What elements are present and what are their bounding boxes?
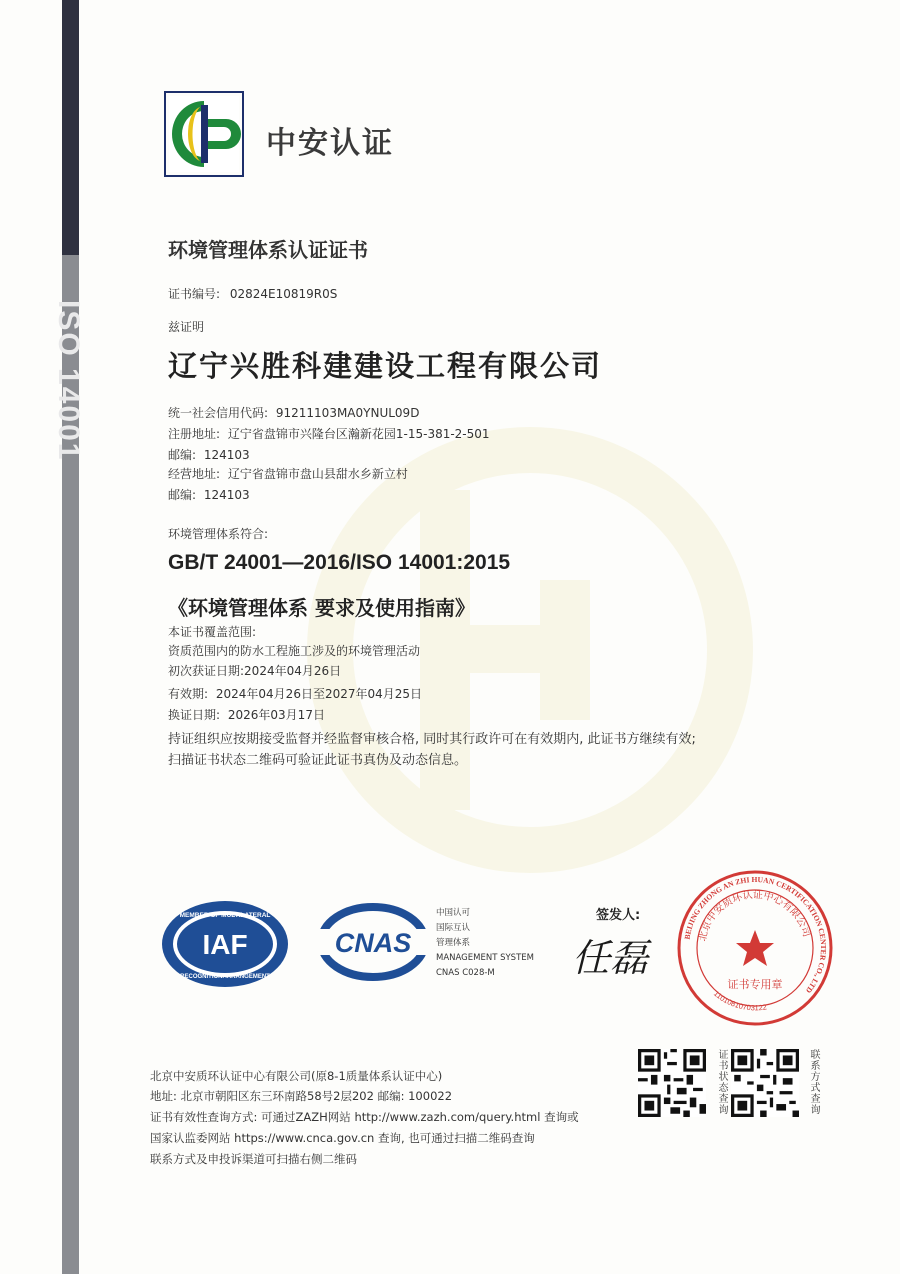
cnas-badge-icon [318,902,428,982]
scope-label: 本证书覆盖范围: [168,625,257,639]
first-issue-label: 初次获证日期: [168,664,245,678]
postcode1: 124103 [203,448,250,462]
cnas-line1: 中国认可 [436,908,471,918]
seal-inner-text: 北京中安质环认证中心有限公司 [697,889,812,943]
footer-query-1: 证书有效性查询方式: 可通过ZAZH网站 http://www.zazh.com/query.html 查询或 [150,1110,579,1124]
scope-text: 资质范围内的防水工程施工涉及的环境管理活动 [168,644,421,658]
validity-row [168,685,422,702]
cert-number: 02824E10819R0S [229,287,338,301]
cnas-text: CNAS [334,928,412,958]
standard-name: 《环境管理体系 要求及使用指南》 [168,596,475,620]
seal-star-icon [736,930,774,966]
cert-status-qr-icon[interactable] [638,1049,706,1117]
postcode1-label: 邮编: [168,448,197,462]
footer-query-2: 国家认监委网站 https://www.cnca.gov.cn 查询, 也可通过扫描二维码查询 [150,1131,535,1145]
cert-number-label: 证书编号: [168,287,221,301]
iaf-top-text: MEMBER OF MULTILATERAL [179,912,271,919]
footer-address: 地址: 北京市朝阳区东三环南路58号2层202 邮编: 100022 [150,1089,453,1103]
validity-dates: 2024年04月26日至2027年04月25日 [215,687,423,701]
seal-outer-text: BEIJING ZHONG AN ZHI HUAN CERTIFICATION CENTER CO., LTD [682,874,829,995]
cnas-line2: 国际互认 [436,923,471,933]
seal-purpose: 证书专用章 [727,978,783,991]
scan-note: 扫描证书状态二维码可验证此证书真伪及动态信息。 [168,753,468,768]
iaf-mid-text: IAF [202,929,248,960]
postcode2-label: 邮编: [168,488,197,502]
contact-qr-icon[interactable] [731,1049,799,1117]
op-address-label: 经营地址: [168,467,221,481]
first-issue-row [168,662,341,679]
first-issue-date: 2024年04月26日 [244,664,342,678]
cert-status-qr-label: 证书状态查询 [716,1049,727,1115]
reg-address: 辽宁省盘锦市兴隆台区瀚新花园1-15-381-2-501 [227,427,490,441]
signature: 任磊 [572,936,649,980]
reg-address-row [168,425,490,442]
op-address-row [168,465,408,482]
credit-code-row [168,404,419,421]
cert-number-row [168,285,337,302]
standard-code: GB/T 24001—2016/ISO 14001:2015 [168,551,511,574]
signer-label: 签发人: [596,908,641,923]
cnas-line3: 管理体系 [436,938,471,948]
band-iso-label: ISO 14001 [52,300,85,462]
credit-code-label: 统一社会信用代码: [168,406,269,420]
postcode2: 124103 [203,488,250,502]
iaf-bottom-text: RECOGNITIONARRANGEMENT [180,974,270,980]
validity-label: 有效期: [168,687,209,701]
cnas-line4: MANAGEMENT SYSTEM [436,953,534,963]
certificate-title: 环境管理体系认证证书 [168,238,368,262]
renewal-row [168,706,325,723]
contact-qr-label: 联系方式查询 [808,1049,819,1115]
cnas-caption [436,906,534,981]
official-seal-icon [675,868,835,1028]
validity-note: 持证组织应按期接受监督并经监督审核合格, 同时其行政许可在有效期内, 此证书方继续有效; [168,732,696,747]
credit-code: 91211103MA0YNUL09D [275,406,420,420]
iaf-badge-icon [160,899,290,989]
cnas-line5: CNAS C028-M [436,968,495,978]
brand-name: 中安认证 [266,126,394,161]
op-address: 辽宁省盘锦市盘山县甜水乡新立村 [227,467,408,481]
footer-company: 北京中安质环认证中心有限公司(原8-1质量体系认证中心) [150,1069,443,1083]
renewal-date: 2026年03月17日 [227,708,325,722]
company-name: 辽宁兴胜科建建设工程有限公司 [168,349,603,383]
renewal-label: 换证日期: [168,708,221,722]
postcode2-row [168,486,250,503]
postcode1-row [168,446,250,463]
reg-address-label: 注册地址: [168,427,221,441]
conforms-label: 环境管理体系符合: [168,527,269,541]
footer-contact: 联系方式及申投诉渠道可扫描右侧二维码 [150,1152,357,1166]
zhongan-logo-icon [164,91,244,177]
band-dark [62,0,79,255]
seal-code: 1101081070312​2 [712,988,768,1013]
hereby-text: 兹证明 [168,320,205,334]
